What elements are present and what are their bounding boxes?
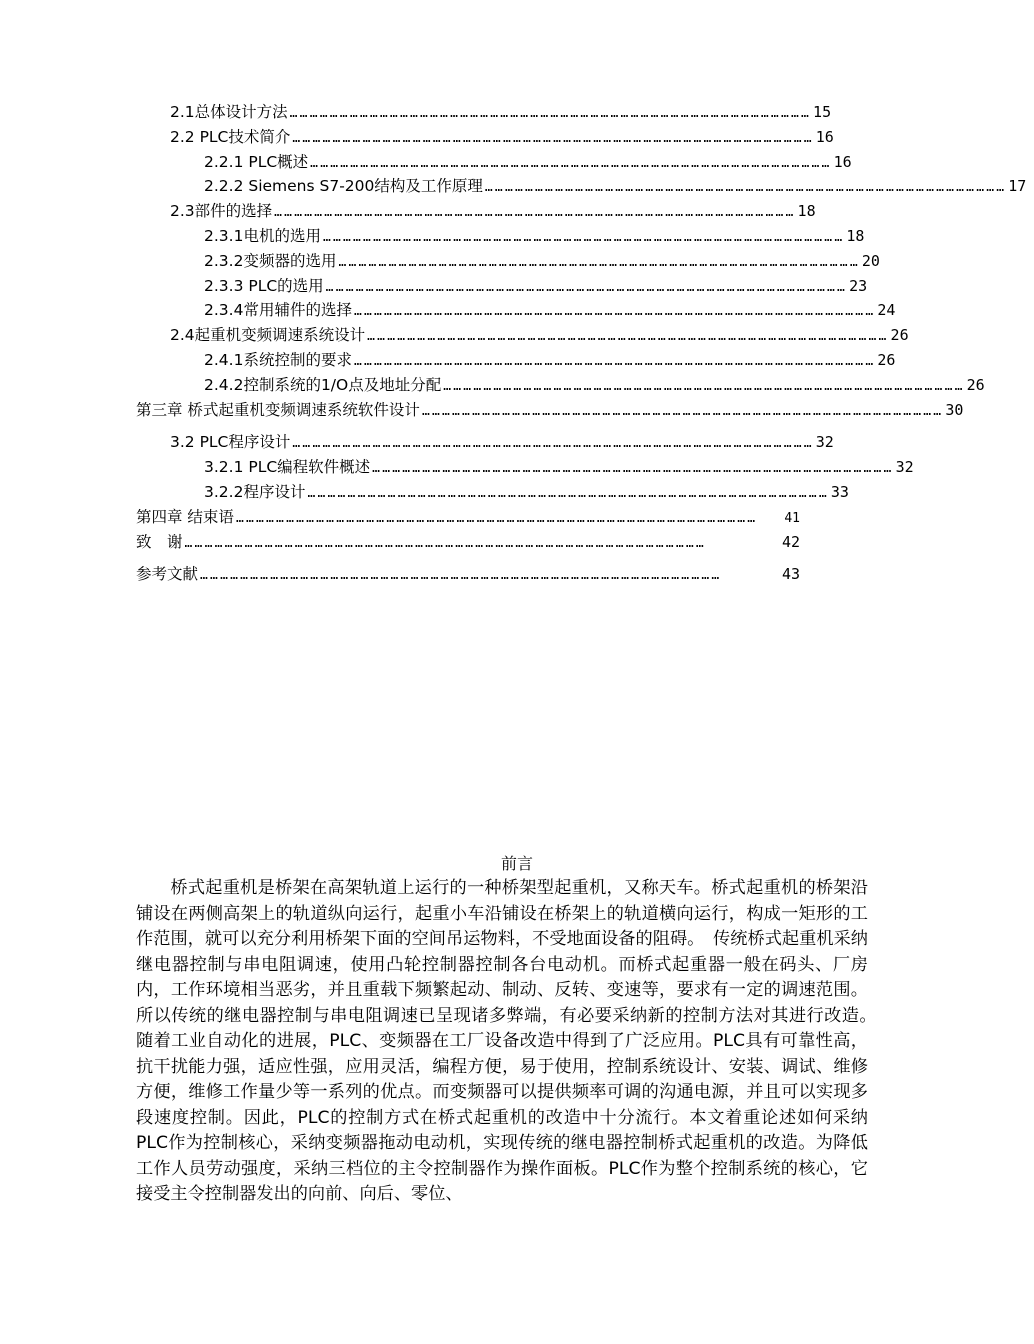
toc-entry[interactable] bbox=[136, 174, 1027, 199]
toc-entry-title: 致 谢 bbox=[136, 532, 183, 551]
table-of-contents bbox=[136, 100, 1027, 587]
toc-entry-title: 2.2.1 PLC概述 bbox=[204, 152, 309, 171]
toc-entry-title: 第三章 桥式起重机变频调速系统软件设计 bbox=[136, 400, 420, 419]
toc-entry-title: 2.3.1电机的选用 bbox=[204, 226, 321, 245]
toc-entry[interactable] bbox=[136, 199, 816, 224]
toc-entry-title: 2.2 PLC技术简介 bbox=[170, 127, 291, 146]
toc-leader-dots: ………………………………………………………………………………………………………………………………………… bbox=[184, 535, 706, 551]
preface-heading: 前言 bbox=[500, 854, 533, 873]
toc-entry-page: 41 bbox=[784, 510, 800, 526]
toc-entry-title: 2.3部件的选择 bbox=[170, 202, 273, 221]
toc-leader-dots: ………………………………………………………………………………………………………………………………………… bbox=[484, 180, 1007, 196]
toc-entry[interactable] bbox=[136, 373, 985, 398]
toc-leader-dots: ………………………………………………………………………………………………………………………………………… bbox=[367, 329, 889, 345]
preface-body bbox=[136, 876, 886, 1208]
preface-paragraph: 桥式起重机是桥架在高架轨道上运行的一种桥架型起重机，又称天车。桥式起重机的桥架沿铺设在两侧高架上的轨道纵向运行，起重小车沿铺设在桥架上的轨道横向运行，构成一矩形的工作范围，就可以充分利用桥架下面的空间吊运物料，不受地面设备的阻碍。 传统桥式起重机采纳继电器控制与串电阻调速，使用凸轮控制器控制各台电动机。而桥式起重器一般在码头、厂房内，工作环境相当恶劣，并且重载下频繁起动、制动、反转、变速等，要求有一定的调速范围。所以传统的继电器控制与串电阻调速已呈现诸多弊端，有必要采纳新的控制方法对其进行改造。 随着工业自动化的进展，PLC、变频器在工厂设备改造中得到了广泛应用。PLC具有可靠性高，抗干扰能力强，适应性强，应用灵活，编程方便，易于使用，控制系统设计、安装、调试、维修方便，维修工作量少等一系列的优点。而变频器可以提供频率可调的沟通电源，并且可以实现多段速度控制。因此，PLC的控制方式在桥式起重机的改造中十分流行。本文着重论述如何采纳PLC作为控制核心，采纳变频器拖动电动机，实现传统的继电器控制桥式起重机的改造。为降低工作人员劳动强度，采纳三档位的主令控制器作为操作面板。PLC作为整个控制系统的核心，它接受主令控制器发出的向前、向后、零位、 bbox=[136, 878, 886, 1204]
toc-entry-title: 2.3.4常用辅件的选择 bbox=[204, 301, 352, 320]
toc-leader-dots: ………………………………………………………………………………………………………………………………………… bbox=[292, 130, 814, 146]
toc-entry-title: 参考文献 bbox=[136, 565, 199, 584]
toc-entry[interactable] bbox=[136, 224, 865, 249]
toc-entry-title: 3.2.2程序设计 bbox=[204, 482, 306, 501]
toc-leader-dots: ………………………………………………………………………………………………………………………………………… bbox=[338, 254, 860, 270]
toc-entry[interactable] bbox=[136, 562, 800, 587]
toc-entry-page: 26 bbox=[966, 375, 985, 394]
toc-entry[interactable] bbox=[136, 298, 896, 323]
toc-entry-page: 26 bbox=[877, 350, 896, 369]
toc-leader-dots: ………………………………………………………………………………………………………………………………………… bbox=[372, 461, 894, 477]
toc-entry-page: 43 bbox=[781, 565, 800, 584]
toc-entry[interactable] bbox=[136, 100, 832, 125]
toc-leader-dots: ………………………………………………………………………………………………………………………………………… bbox=[322, 229, 845, 245]
toc-entry-page: 30 bbox=[945, 400, 964, 419]
toc-entry-title: 3.2.1 PLC编程软件概述 bbox=[204, 458, 371, 477]
toc-entry-page: 24 bbox=[877, 301, 896, 320]
toc-entry-title: 2.2.2 Siemens S7-200结构及工作原理 bbox=[204, 177, 483, 196]
toc-entry[interactable] bbox=[136, 323, 909, 348]
toc-leader-dots: ………………………………………………………………………………………………………………………………………… bbox=[274, 205, 796, 221]
toc-entry-page: 32 bbox=[895, 458, 914, 477]
toc-leader-dots: ………………………………………………………………………………………………………………………………………… bbox=[235, 510, 758, 526]
toc-entry-title: 2.4起重机变频调速系统设计 bbox=[170, 326, 366, 345]
toc-entry[interactable] bbox=[136, 150, 852, 175]
toc-entry[interactable] bbox=[136, 398, 964, 423]
toc-entry[interactable] bbox=[136, 125, 834, 150]
toc-entry[interactable] bbox=[136, 430, 834, 455]
toc-entry[interactable] bbox=[136, 348, 896, 373]
toc-leader-dots: ………………………………………………………………………………………………………………………………………… bbox=[421, 403, 944, 419]
toc-entry[interactable] bbox=[136, 505, 800, 530]
toc-leader-dots: ………………………………………………………………………………………………………………………………………… bbox=[353, 353, 876, 369]
toc-entry-title: 2.4.2控制系统的1/O点及地址分配 bbox=[204, 375, 442, 394]
toc-entry-page: 16 bbox=[815, 127, 834, 146]
toc-leader-dots: ………………………………………………………………………………………………………………………………………… bbox=[292, 436, 814, 452]
toc-entry-title: 3.2 PLC程序设计 bbox=[170, 433, 291, 452]
toc-entry-page: 18 bbox=[797, 202, 816, 221]
toc-entry[interactable] bbox=[136, 249, 880, 274]
toc-entry-page: 16 bbox=[833, 152, 852, 171]
toc-entry[interactable] bbox=[136, 530, 800, 555]
toc-entry-title: 2.4.1系统控制的要求 bbox=[204, 350, 352, 369]
toc-entry[interactable] bbox=[136, 274, 868, 299]
toc-entry-page: 18 bbox=[846, 226, 865, 245]
toc-leader-dots: ………………………………………………………………………………………………………………………………………… bbox=[200, 568, 722, 584]
toc-entry-page: 20 bbox=[861, 251, 880, 270]
toc-entry-page: 15 bbox=[813, 103, 832, 121]
toc-leader-dots: ………………………………………………………………………………………………………………………………………… bbox=[310, 155, 832, 171]
toc-entry-page: 33 bbox=[830, 482, 849, 501]
toc-leader-dots: ………………………………………………………………………………………………………………………………………… bbox=[325, 279, 848, 295]
toc-entry-page: 42 bbox=[781, 532, 800, 551]
toc-entry-title: 第四章 结束语 bbox=[136, 507, 234, 526]
toc-leader-dots: ………………………………………………………………………………………………………………………………………… bbox=[307, 485, 829, 501]
toc-entry[interactable] bbox=[136, 455, 914, 480]
toc-leader-dots: ………………………………………………………………………………………………………………………………………… bbox=[443, 378, 965, 394]
toc-entry-title: 2.3.2变频器的选用 bbox=[204, 251, 337, 270]
toc-entry-page: 26 bbox=[890, 326, 909, 345]
toc-entry-page: 32 bbox=[815, 433, 834, 452]
toc-entry-title: 2.1总体设计方法 bbox=[170, 103, 288, 121]
toc-entry[interactable] bbox=[136, 480, 849, 505]
toc-leader-dots: ………………………………………………………………………………………………………………………………………… bbox=[289, 106, 812, 121]
toc-entry-title: 2.3.3 PLC的选用 bbox=[204, 276, 324, 295]
toc-leader-dots: ………………………………………………………………………………………………………………………………………… bbox=[353, 304, 876, 320]
toc-entry-page: 17 bbox=[1008, 177, 1027, 196]
toc-entry-page: 23 bbox=[849, 276, 868, 295]
